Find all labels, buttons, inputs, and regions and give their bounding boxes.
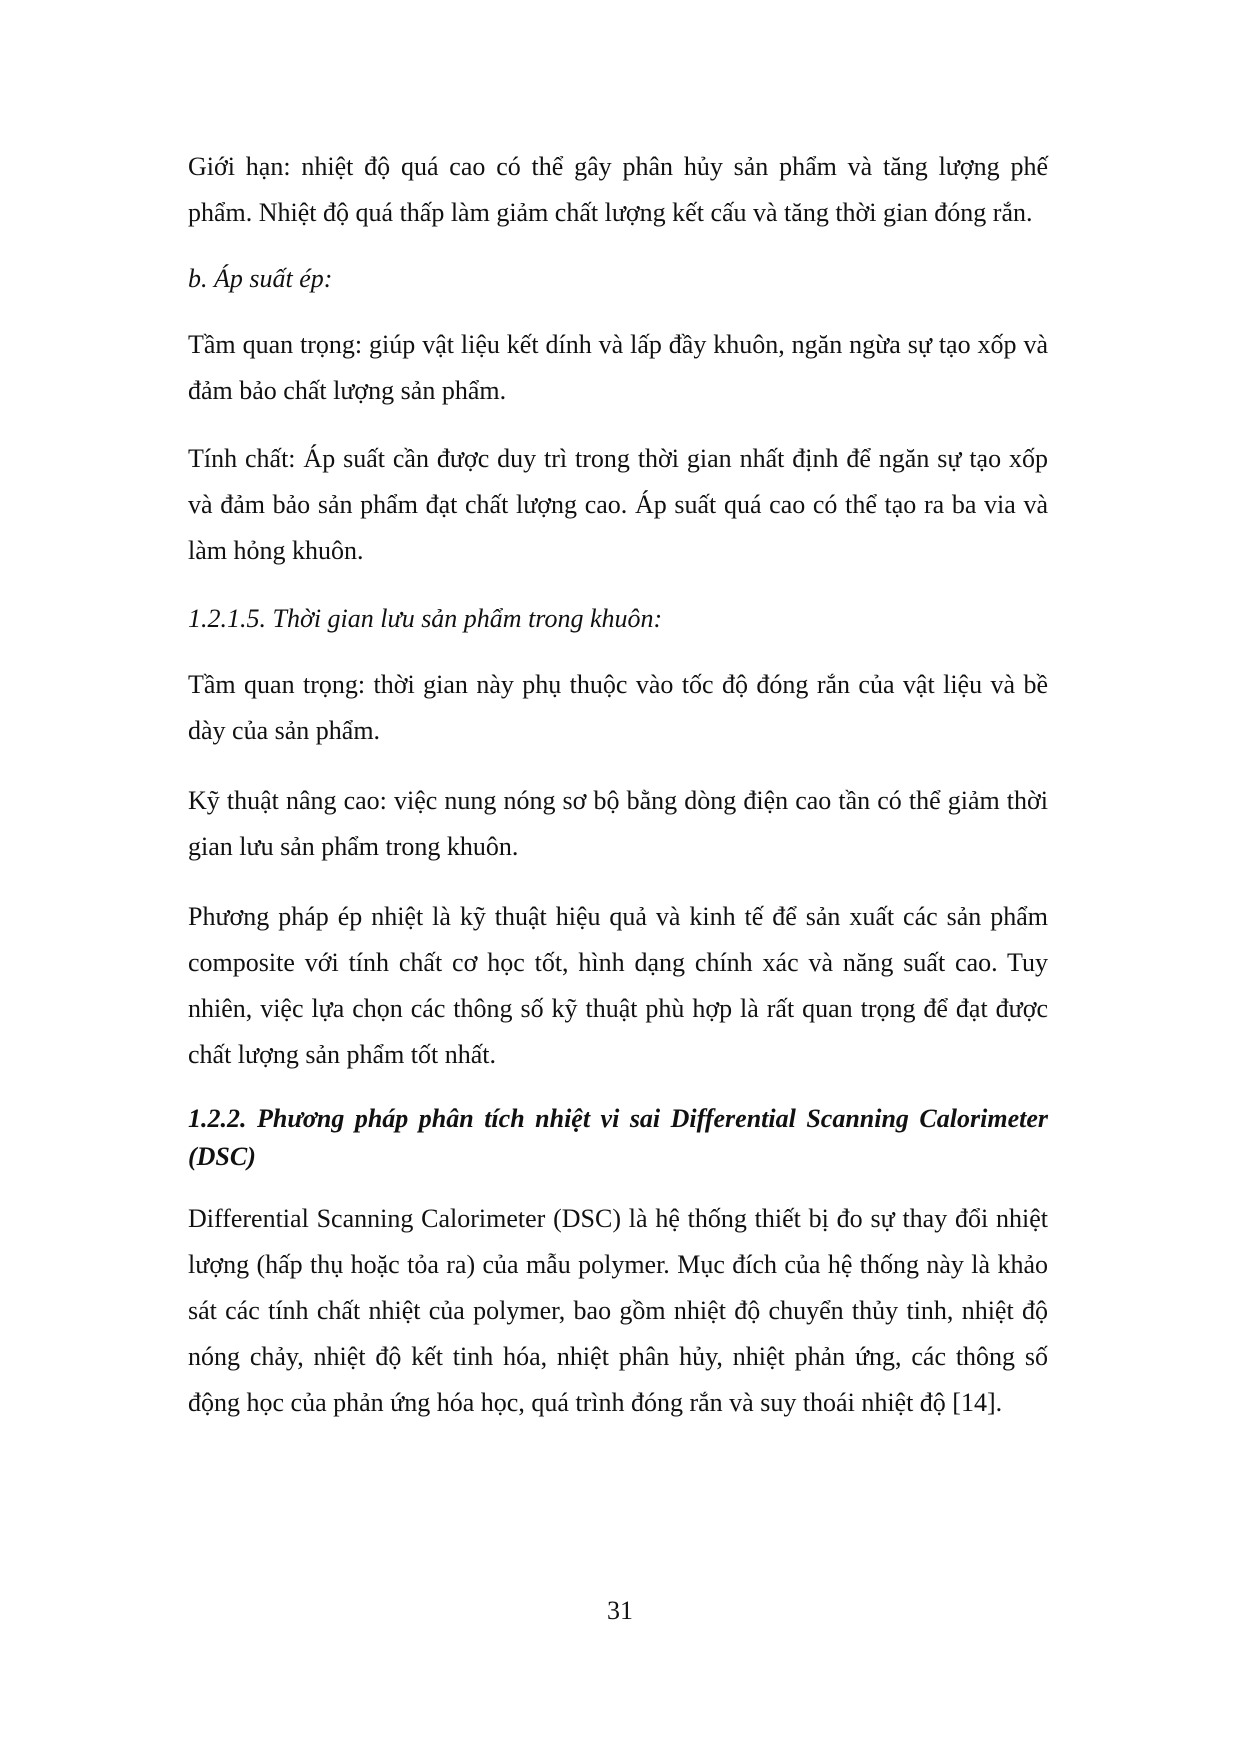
paragraph-temperature-limits: Giới hạn: nhiệt độ quá cao có thể gây phân hủy sản phẩm và tăng lượng phế phẩm. Nhiệt độ quá thấp làm giảm chất lượng kết cấu và tăng thời gian đóng rắn.	[188, 152, 1048, 227]
subheading-pressure: b. Áp suất ép:	[188, 264, 333, 293]
paragraph-dsc-description: Differential Scanning Calorimeter (DSC) là hệ thống thiết bị đo sự thay đổi nhiệt lượng (hấp thụ hoặc tỏa ra) của mẫu polymer. Mục đích của hệ thống này là khảo sát các tính chất nhiệt của polymer, bao gồm nhiệt độ chuyển thủy tinh, nhiệt độ nóng chảy, nhiệt độ kết tinh hóa, nhiệt phân hủy, nhiệt phản ứng, các thông số động học của phản ứng hóa học, quá trình đóng rắn và suy thoái nhiệt độ [14].	[188, 1204, 1048, 1417]
paragraph-advanced-technique: Kỹ thuật nâng cao: việc nung nóng sơ bộ bằng dòng điện cao tần có thể giảm thời gian lưu sản phẩm trong khuôn.	[188, 786, 1048, 861]
paragraph-hot-press-summary: Phương pháp ép nhiệt là kỹ thuật hiệu quả và kinh tế để sản xuất các sản phẩm composite với tính chất cơ học tốt, hình dạng chính xác và năng suất cao. Tuy nhiên, việc lựa chọn các thông số kỹ thuật phù hợp là rất quan trọng để đạt được chất lượng sản phẩm tốt nhất.	[188, 902, 1048, 1069]
paragraph-pressure-properties: Tính chất: Áp suất cần được duy trì trong thời gian nhất định để ngăn sự tạo xốp và đảm bảo sản phẩm đạt chất lượng cao. Áp suất quá cao có thể tạo ra ba via và làm hỏng khuôn.	[188, 444, 1048, 565]
page-content	[188, 144, 1048, 1426]
page-number: 31	[607, 1596, 633, 1625]
section-heading-1-2-1-5: 1.2.1.5. Thời gian lưu sản phẩm trong khuôn:	[188, 604, 663, 633]
section-heading-1-2-2: 1.2.2. Phương pháp phân tích nhiệt vi sai Differential Scanning Calorimeter (DSC)	[188, 1104, 1048, 1171]
paragraph-pressure-importance: Tầm quan trọng: giúp vật liệu kết dính và lấp đầy khuôn, ngăn ngừa sự tạo xốp và đảm bảo chất lượng sản phẩm.	[188, 330, 1048, 405]
paragraph-holding-time-importance: Tầm quan trọng: thời gian này phụ thuộc vào tốc độ đóng rắn của vật liệu và bề dày của sản phẩm.	[188, 670, 1048, 745]
